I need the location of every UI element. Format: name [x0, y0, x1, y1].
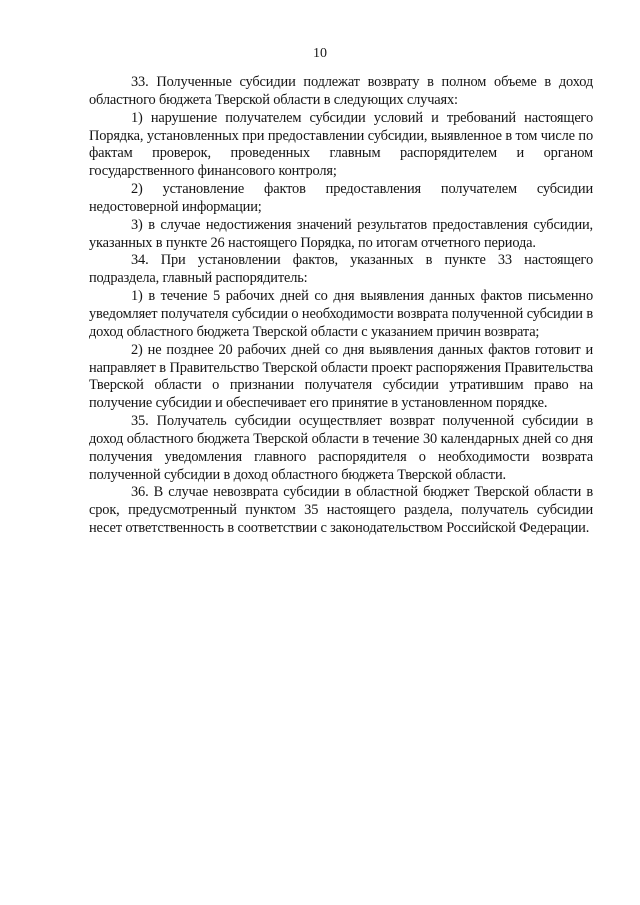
paragraph-34: 34. При установлении фактов, указанных в пункте 33 настоящего подраздела, главный распорядитель:	[89, 252, 593, 287]
page-number: 10	[313, 46, 327, 61]
paragraph-33-item-1: 1) нарушение получателем субсидии условий и требований настоящего Порядка, установленных при предоставлении субсидии, выявленное в том числе по фактам проверок, проведенных главным распорядителем и органом государственного финансового контроля;	[89, 109, 593, 180]
paragraph-34-item-1: 1) в течение 5 рабочих дней со дня выявления данных фактов письменно уведомляет получателя субсидии о необходимости возврата полученной субсидии в доход областного бюджета Тверской области с указанием причин возврата;	[89, 288, 593, 340]
paragraph-35: 35. Получатель субсидии осуществляет возврат полученной субсидии в доход областного бюджета Тверской области в течение 30 календарных дней со дня получения уведомления главного распорядителя о необходимости возврата полученной субсидии в доход областного бюджета Тверской области.	[89, 413, 593, 483]
paragraph-33: 33. Полученные субсидии подлежат возврату в полном объеме в доход областного бюджета Тверской области в следующих случаях:	[89, 74, 593, 108]
paragraph-36: 36. В случае невозврата субсидии в областной бюджет Тверской области в срок, предусмотренный пунктом 35 настоящего раздела, получатель субсидии несет ответственность в соответствии с законодательством Российской Федерации.	[89, 484, 593, 537]
paragraph-33-item-3: 3) в случае недостижения значений результатов предоставления субсидии, указанных в пункте 26 настоящего Порядка, по итогам отчетного периода.	[89, 216, 593, 251]
paragraph-34-item-2: 2) не позднее 20 рабочих дней со дня выявления данных фактов готовит и направляет в Правительство Тверской области проект распоряжения Правительства Тверской области о признании получателя субсидии утратившим право на получение субсидии и обеспечивает его принятие в установленном порядке.	[89, 341, 593, 412]
document-body	[89, 74, 593, 538]
paragraph-33-item-2: 2) установление фактов предоставления получателем субсидии недостоверной информации;	[89, 181, 593, 215]
